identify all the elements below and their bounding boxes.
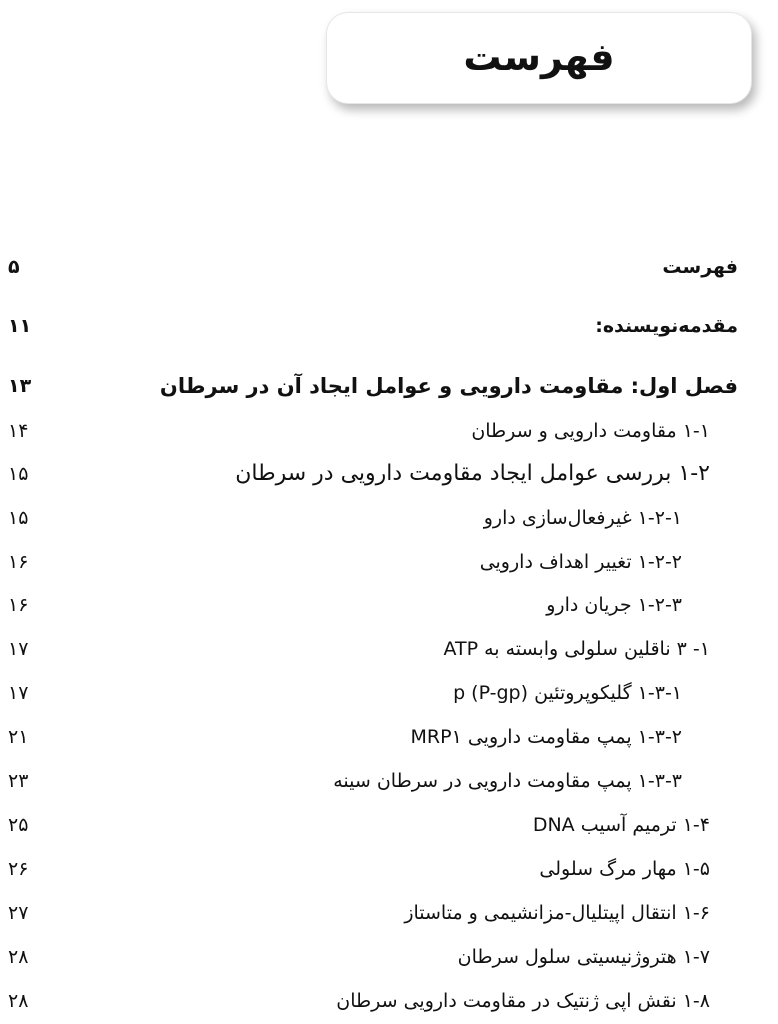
toc-entry-label: ۱-۲ بررسی عوامل ایجاد مقاومت دارویی در سرطان <box>235 461 710 486</box>
toc-entry-page: ۱۶ <box>8 551 29 573</box>
toc-entry-label: فصل اول: مقاومت دارویی و عوامل ایجاد آن در سرطان <box>159 374 738 398</box>
toc-entry[interactable] <box>8 764 738 798</box>
toc-entry-label: ۱-۳-۲ پمپ مقاومت دارویی MRP۱ <box>410 726 682 748</box>
toc-entry-label: ۱-۷ هتروژنیسیتی سلول سرطان <box>457 946 710 968</box>
toc-entry-page: ۱۱ <box>8 315 32 337</box>
toc-entry[interactable] <box>8 250 738 284</box>
toc-entry-page: ۲۸ <box>8 990 29 1012</box>
toc-entry[interactable] <box>8 457 738 491</box>
toc-entry-page: ۲۱ <box>8 726 29 748</box>
toc-entry[interactable] <box>8 309 738 343</box>
toc-entry-label: ۱-۶ انتقال اپیتلیال-مزانشیمی و متاستاز <box>404 902 710 924</box>
toc-entry[interactable] <box>8 720 738 754</box>
toc-entry-label: ۱-۲-۲ تغییر اهداف دارویی <box>479 551 682 573</box>
toc-entry[interactable] <box>8 984 738 1018</box>
toc-entry-page: ۱۷ <box>8 638 29 660</box>
toc-entry-label: ۱-۲-۱ غیرفعال‌سازی دارو <box>483 507 682 529</box>
toc-entry[interactable] <box>8 852 738 886</box>
toc-entry[interactable] <box>8 414 738 448</box>
toc-entry[interactable] <box>8 808 738 842</box>
toc-entry-label: ۱-۵ مهار مرگ سلولی <box>539 858 710 880</box>
toc-entry-label: ۱-۲-۳ جریان دارو <box>546 594 682 616</box>
toc-entry-page: ۱۳ <box>8 375 32 397</box>
toc-entry-label: مقدمه‌نویسنده: <box>595 315 738 337</box>
toc-entry[interactable] <box>8 896 738 930</box>
toc-entry-label: ۱- ۳ ناقلین سلولی وابسته به ATP <box>443 638 710 660</box>
toc-entry-page: ۲۵ <box>8 814 29 836</box>
toc-entry[interactable] <box>8 369 738 403</box>
toc-entry[interactable] <box>8 501 738 535</box>
toc-entry-page: ۱۴ <box>8 420 29 442</box>
toc-entry-page: ۱۶ <box>8 594 29 616</box>
toc-entry-page: ۵ <box>8 256 20 278</box>
toc-entry-page: ۱۷ <box>8 682 29 704</box>
toc-entry-page: ۱۵ <box>8 507 29 529</box>
toc-entry-label: ۱-۳-۱ گلیکوپروتئین (P-gp) p <box>453 682 682 704</box>
toc-entry-label: ۱-۱ مقاومت دارویی و سرطان <box>471 420 710 442</box>
toc-entry-page: ۲۶ <box>8 858 29 880</box>
toc-entry-label: ۱-۳-۳ پمپ مقاومت دارویی در سرطان سینه <box>333 770 682 792</box>
toc-entry[interactable] <box>8 545 738 579</box>
page-title: فهرست <box>463 35 615 79</box>
toc-entry[interactable] <box>8 940 738 974</box>
toc-entry-page: ۲۸ <box>8 946 29 968</box>
toc-entry-page: ۱۵ <box>8 463 29 485</box>
toc-entry-label: ۱-۴ ترمیم آسیب DNA <box>532 814 710 836</box>
toc-entry-page: ۲۷ <box>8 902 29 924</box>
toc-entry[interactable] <box>8 676 738 710</box>
toc-entry-page: ۲۳ <box>8 770 29 792</box>
toc-entry[interactable] <box>8 632 738 666</box>
toc-entry-label: ۱-۸ نقش اپی ژنتیک در مقاومت دارویی سرطان <box>336 990 710 1012</box>
toc-entry-label: فهرست <box>662 256 738 278</box>
toc-entry[interactable] <box>8 588 738 622</box>
